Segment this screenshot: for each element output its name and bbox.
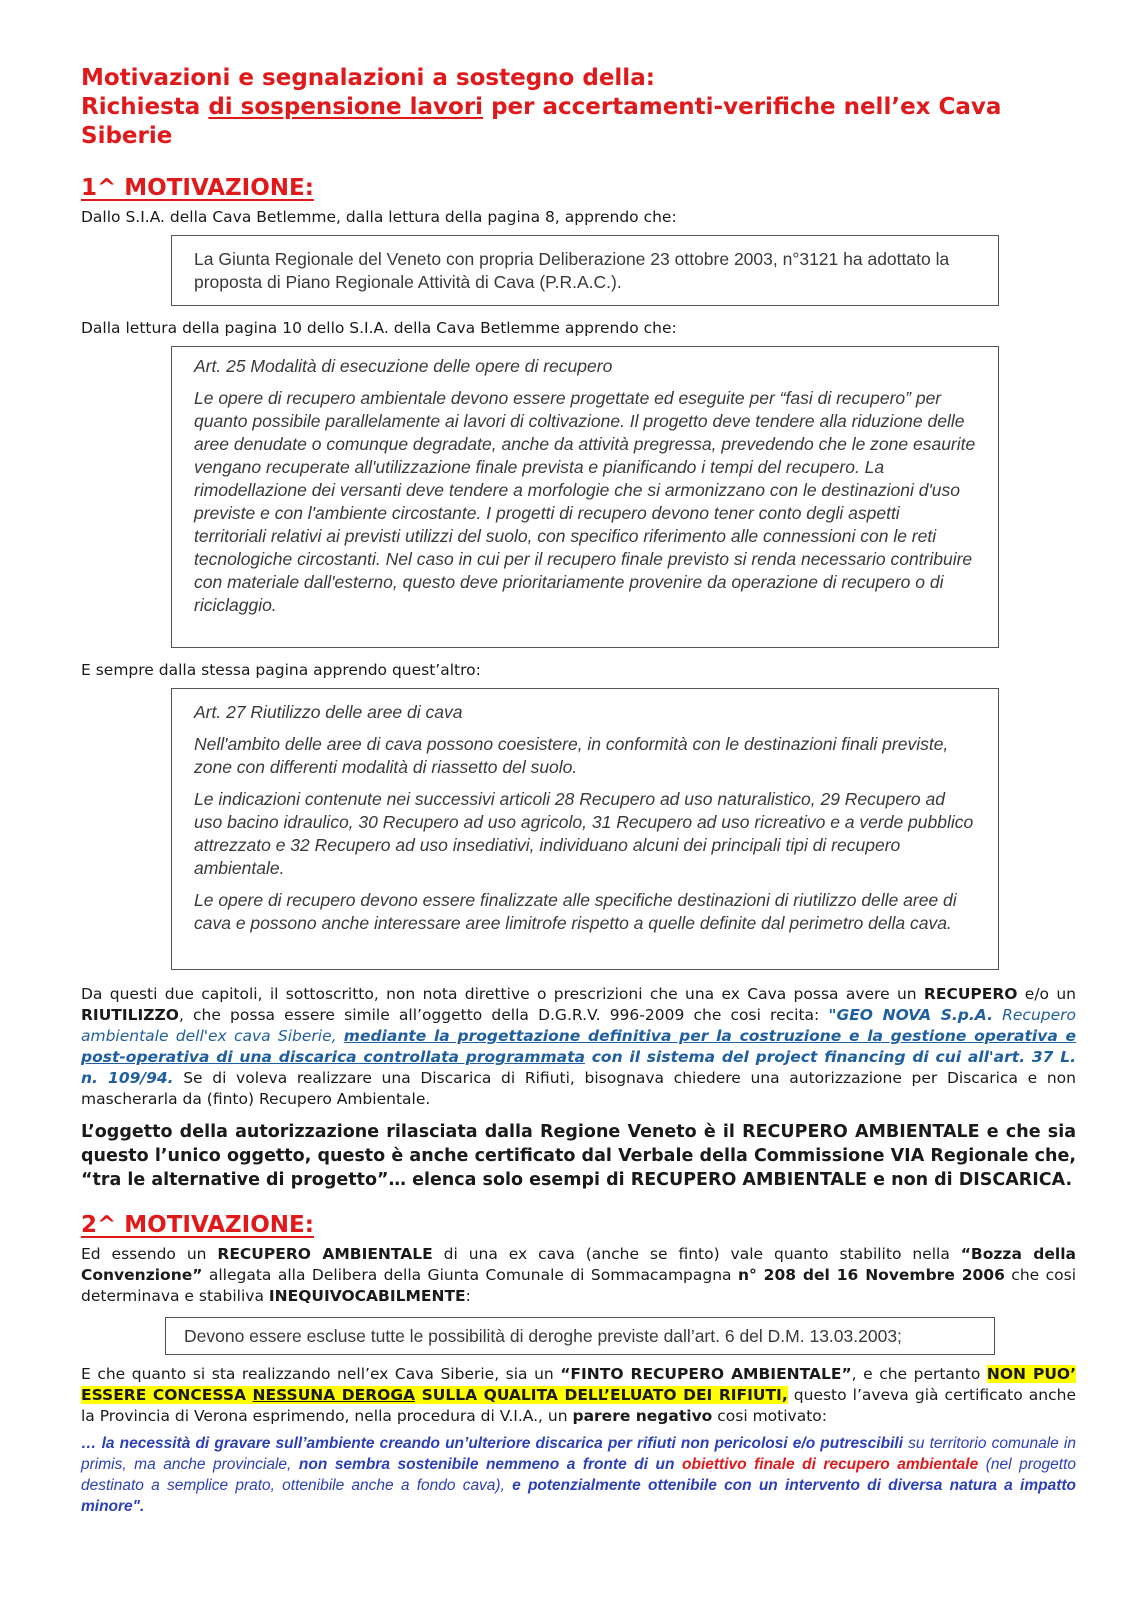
quote-box-art-25	[171, 346, 999, 648]
province-opinion-quote: … la necessità di gravare sull’ambiente creando un’ulteriore discarica per rifiuti non pericolosi e/o putrescibili su territorio comunale in primis, ma anche provinciale, non sembra sostenibile nemmeno a fronte di un obiettivo finale di recupero ambientale (nel progetto destinato a semplice prato, ottenibile anche a fondo cava), e potenzialmente ottenibile con un intervento di diversa natura a impatto minore".	[81, 1435, 1076, 1515]
quote-box-deroghe: Devono essere escluse tutte le possibilità di deroghe previste dall’art. 6 del D.M. 13.03.2003;	[165, 1317, 995, 1355]
quote-box-prac: La Giunta Regionale del Veneto con propria Deliberazione 23 ottobre 2003, n°3121 ha adottato la proposta di Piano Regionale Attività di Cava (P.R.A.C.).	[171, 235, 999, 306]
dgrv-underlined-quote: mediante la progettazione definitiva per la costruzione e la gestione operativa e post-operativa di una discarica controllata programmata	[81, 1027, 1076, 1066]
intro-page-10: Dalla lettura della pagina 10 dello S.I.A. della Cava Betlemme apprendo che:	[81, 319, 677, 337]
fake-recovery-paragraph: E che quanto si sta realizzando nell’ex Cava Siberie, sia un “FINTO RECUPERO AMBIENTALE”, e che pertanto NON PUO’ ESSERE CONCESSA NESSUNA DEROGA SULLA QUALITA DELL’ELUATO DEI RIFIUTI, questo l’aveva già certificato anche la Provincia di Verona esprimendo, nella procedura di V.I.A., un parere negativo cosi motivato:	[81, 1365, 1076, 1425]
section-2-heading: 2^ MOTIVAZIONE:	[81, 1212, 314, 1238]
section-1-heading: 1^ MOTIVAZIONE:	[81, 175, 314, 201]
convention-paragraph: Ed essendo un RECUPERO AMBIENTALE di una ex cava (anche se finto) vale quanto stabilito nella “Bozza della Convenzione” allegata alla Delibera della Giunta Comunale di Sommacampagna n° 208 del 16 Novembre 2006 che cosi determinava e stabiliva INEQUIVOCABILMENTE:	[81, 1245, 1076, 1305]
intro-same-page: E sempre dalla stessa pagina apprendo quest’altro:	[81, 661, 481, 679]
art-25-title: Art. 25 Modalità di esecuzione delle opere di recupero	[194, 356, 613, 376]
title-underlined-phrase: di sospensione lavori	[208, 94, 484, 120]
art-27-title: Art. 27 Riutilizzo delle aree di cava	[194, 702, 463, 722]
art-25-text: Le opere di recupero ambientale devono essere progettate ed eseguite per “fasi di recupero” per quanto possibile parallelamente ai lavori di coltivazione. Il progetto deve tendere alla riduzione delle aree denudate o comunque degradate, anche da attività pregressa, prevedendo che le zone esaurite vengano recuperate all'utilizzazione finale prevista e pianificando i tempi del recupero. La rimodellazione dei versanti deve tendere a morfologie che si armonizzano con le destinazioni d'uso previste e con l'ambiente circostante. I progetti di recupero devono tener conto degli aspetti territoriali relativi ai previsti utilizzi del suolo, con specifico riferimento alle connessioni con le reti tecnologiche circostanti. Nel caso in cui per il recupero finale previsto si renda necessario contribuire con materiale dall'esterno, questo deve prioritariamente provenire da operazione di recupero o di riciclaggio.	[194, 388, 976, 615]
title-line-1: Motivazioni e segnalazioni a sostegno della:	[81, 65, 655, 91]
analysis-paragraph: Da questi due capitoli, il sottoscritto, non nota direttive o prescrizioni che una ex Cava possa avere un RECUPERO e/o un RIUTILIZZO, che possa essere simile all’oggetto della D.G.R.V. 996-2009 che cosi recita: "GEO NOVA S.p.A. Recupero ambientale dell'ex cava Siberie, mediante la progettazione definitiva per la costruzione e la gestione operativa e post-operativa di una discarica controllata programmata con il sistema del project financing di cui all'art. 37 L. n. 109/94. Se di voleva realizzare una Discarica di Rifiuti, bisognava chiedere una autorizzazione per Discarica e non mascherarla da (finto) Recupero Ambientale.	[81, 985, 1077, 1108]
document-page	[81, 64, 1076, 1517]
highlighted-no-derogation: NON PUO’ ESSERE CONCESSA NESSUNA DEROGA SULLA QUALITA DELL’ELUATO DEI RIFIUTI,	[81, 1365, 1076, 1404]
conclusion-paragraph: L’oggetto della autorizzazione rilasciata dalla Regione Veneto è il RECUPERO AMBIENTALE e che sia questo l’unico oggetto, questo è anche certificato dal Verbale della Commissione VIA Regionale che, “tra le alternative di progetto”… elenca solo esempi di RECUPERO AMBIENTALE e non di DISCARICA.	[81, 1122, 1076, 1190]
quote-box-art-27: Art. 27 Riutilizzo delle aree di cava Nell'ambito delle aree di cava possono coesistere, in conformità con le destinazioni finali previste, zone con differenti modalità di riassetto del suolo. Le indicazioni contenute nei successivi articoli 28 Recupero ad uso naturalistico, 29 Recupero ad uso bacino idraulico, 30 Recupero ad uso agricolo, 31 Recupero ad uso ricreativo e a verde pubblico attrezzato e 32 Recupero ad uso insediativi, individuano alcuni dei principali tipi di recupero ambientale. Le opere di recupero devono essere finalizzate alle specifiche destinazioni di riutilizzo delle aree di cava e possono anche interessare aree limitrofe rispetto a quelle definite dal perimetro della cava.	[171, 688, 999, 970]
intro-page-8: Dallo S.I.A. della Cava Betlemme, dalla lettura della pagina 8, apprendo che:	[81, 208, 677, 226]
document-title: Motivazioni e segnalazioni a sostegno della: Richiesta di sospensione lavori per accertamenti-verifiche nell’ex Cava Siberie	[81, 65, 1002, 149]
